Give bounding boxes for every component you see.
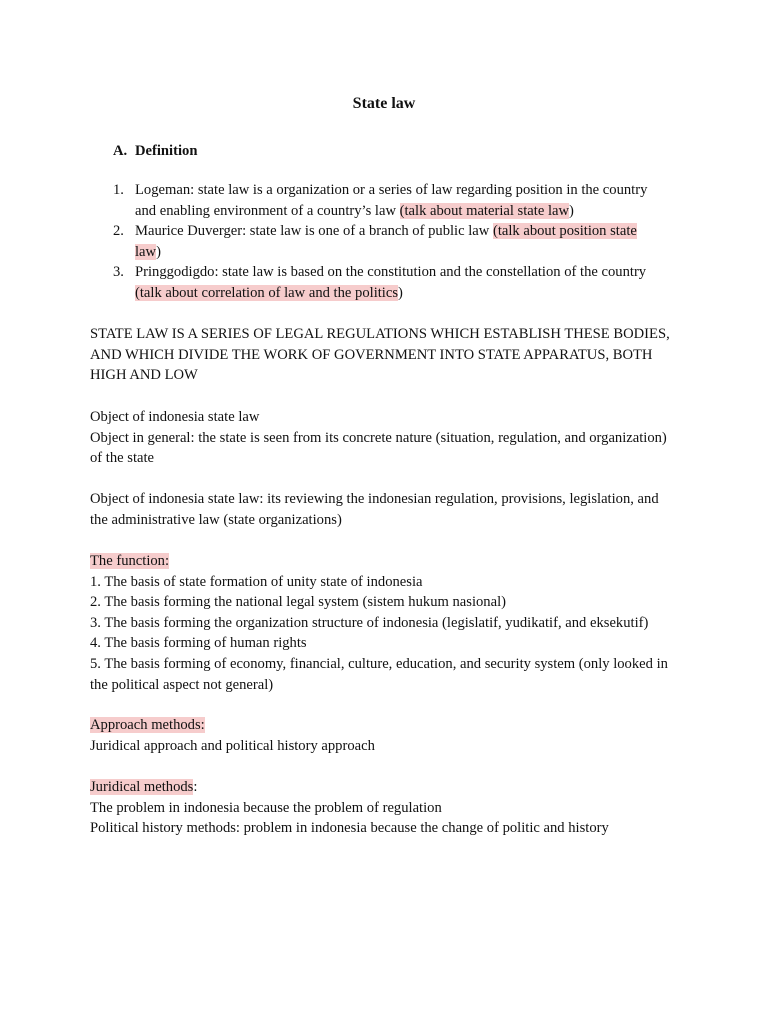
object-detail: Object of indonesia state law: its reviewing the indonesian regulation, provisions, legislation, and the administrative law (state organizations) (90, 491, 659, 528)
definition-item (113, 262, 658, 303)
summary-text: STATE LAW IS A SERIES OF LEGAL REGULATIONS WHICH ESTABLISH THESE BODIES, AND WHICH DIVIDE THE WORK OF GOVERNMENT INTO STATE APPARATUS, BOTH HIGH AND LOW (90, 326, 670, 384)
function-heading: The function: (90, 553, 170, 569)
function-item: 4. The basis forming of human rights (90, 635, 307, 652)
object-detail-section (90, 489, 680, 530)
definition-number: 1. (113, 182, 124, 198)
object-section (90, 407, 680, 469)
summary-paragraph (90, 324, 680, 386)
definition-item (113, 180, 658, 221)
definition-list (113, 180, 658, 304)
document-title: State law (352, 95, 416, 112)
section-heading-text: Definition (135, 143, 198, 159)
section-letter: A. (113, 143, 128, 159)
juridical-heading: Juridical methods (90, 779, 194, 795)
juridical-heading-colon: : (193, 779, 198, 795)
definition-item (113, 221, 658, 262)
definition-highlight: (talk about correlation of law and the politics (135, 284, 399, 301)
function-item: 1. The basis of state formation of unity state of indonesia (90, 573, 423, 590)
function-item: 5. The basis forming of economy, financial, culture, education, and security system (only looked in the political aspect not general) (90, 655, 668, 693)
definition-number: 3. (113, 264, 124, 281)
function-item: 2. The basis forming the national legal system (sistem hukum nasional) (90, 594, 506, 611)
political-text: Political history methods: problem in indonesia because the change of politic and history (90, 820, 609, 837)
function-section (90, 551, 680, 695)
approach-text: Juridical approach and political history approach (90, 737, 375, 754)
approach-heading: Approach methods: (90, 717, 205, 733)
section-heading (113, 141, 197, 162)
function-item: 3. The basis forming the organization structure of indonesia (legislatif, yudikatif, and eksekutif) (90, 614, 649, 631)
juridical-section (90, 777, 680, 839)
definition-text: Maurice Duverger: state law is one of a branch of public law (135, 223, 493, 240)
juridical-text: The problem in indonesia because the problem of regulation (90, 799, 442, 816)
definition-closing: ) (569, 202, 574, 219)
definition-text: Pringgodigdo: state law is based on the constitution and the constellation of the country (135, 264, 647, 281)
object-heading: Object of indonesia state law (90, 409, 260, 425)
definition-number: 2. (113, 223, 124, 240)
definition-highlight: (talk about material state law (399, 202, 570, 219)
object-general: Object in general: the state is seen from its concrete nature (situation, regulation, and organization) of the state (90, 429, 667, 467)
definition-highlight: (talk about position state law (135, 223, 637, 260)
definition-closing: ) (398, 284, 403, 301)
definition-closing: ) (156, 243, 161, 260)
approach-section (90, 715, 680, 756)
definition-text: Logeman: state law is a organization or a series of law regarding position in the country and enabling environment of a country’s law (135, 182, 648, 219)
